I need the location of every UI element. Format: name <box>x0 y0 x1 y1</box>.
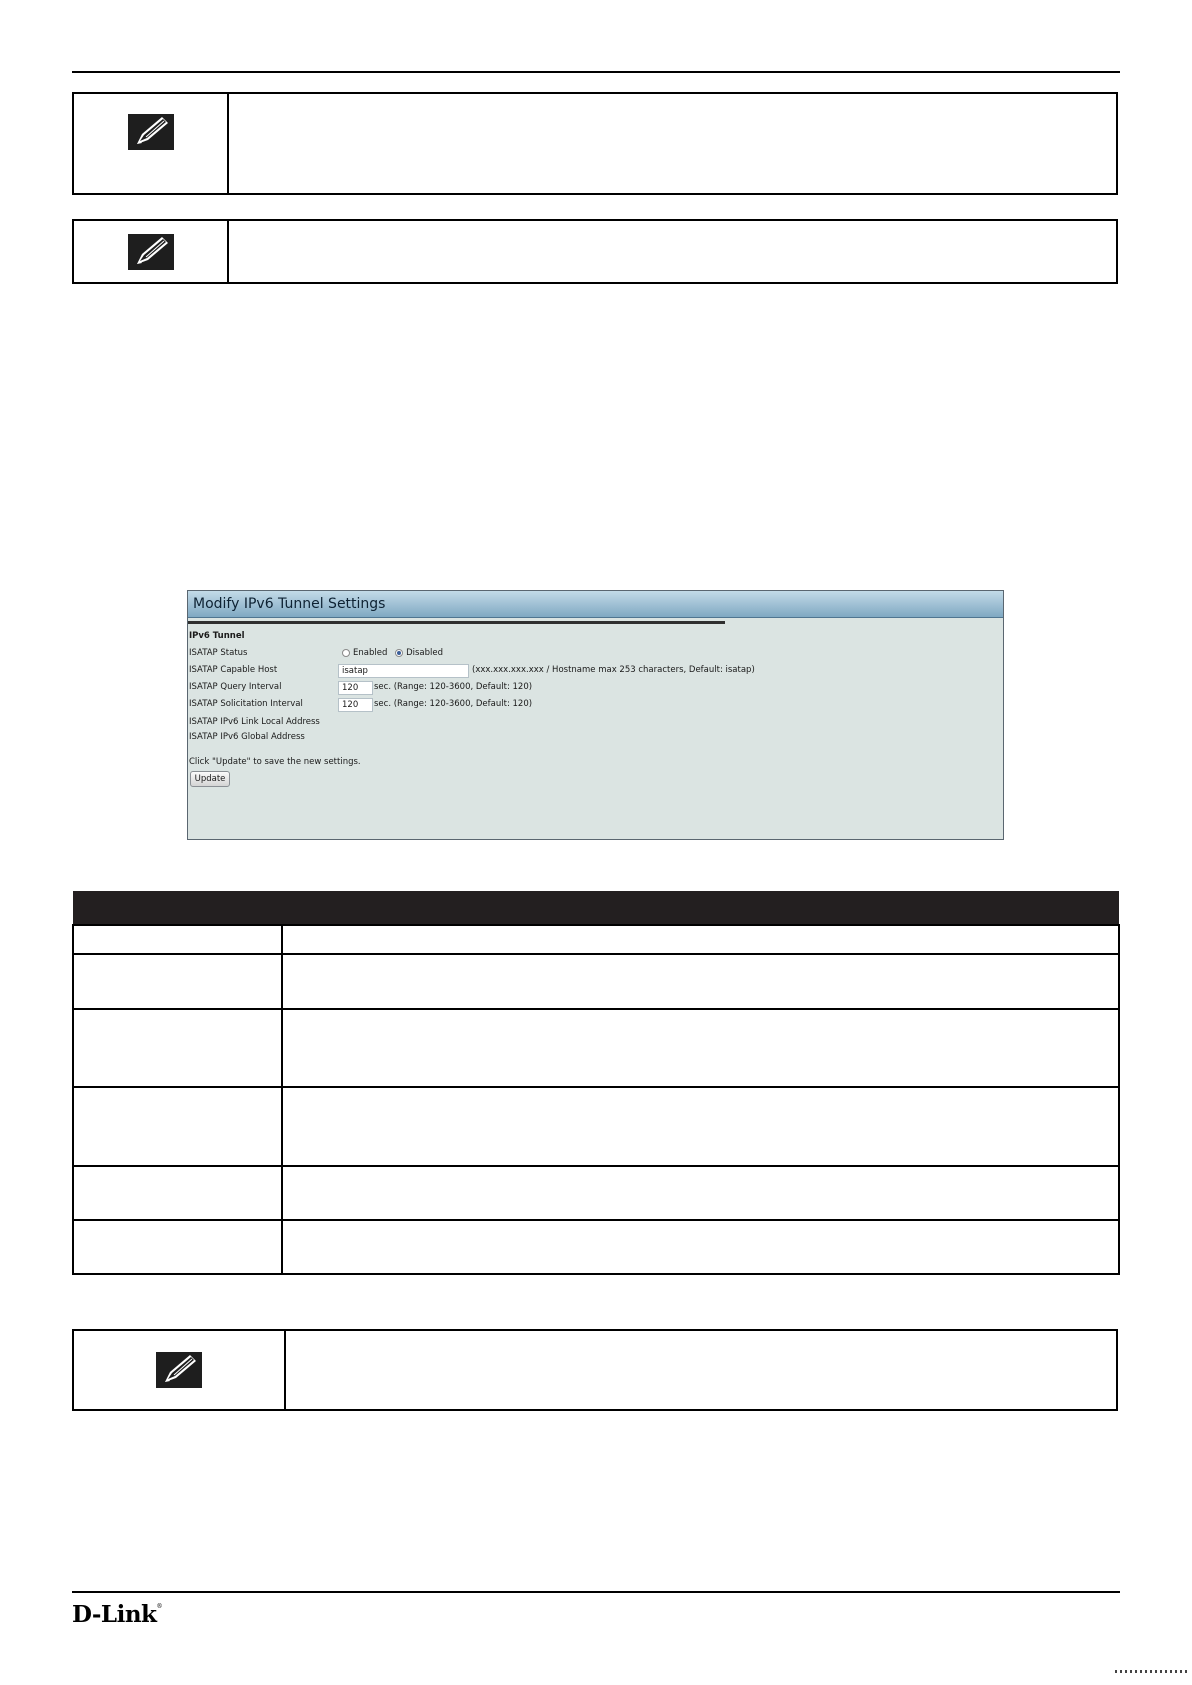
query-interval-input[interactable]: 120 <box>338 681 373 695</box>
logo-registered-mark: ® <box>156 1603 162 1610</box>
note-box-3 <box>72 1329 1118 1411</box>
isatap-status-label: ISATAP Status <box>189 648 248 658</box>
footer-page-marker <box>1115 1670 1187 1673</box>
update-button[interactable]: Update <box>190 771 230 787</box>
note-pencil-icon <box>156 1352 202 1388</box>
solicitation-interval-input[interactable]: 120 <box>338 698 373 712</box>
table-row <box>73 925 1119 954</box>
query-interval-hint: sec. (Range: 120-3600, Default: 120) <box>374 682 533 692</box>
capable-host-input[interactable]: isatap <box>338 664 469 678</box>
enabled-radio[interactable] <box>342 649 350 657</box>
note-pencil-icon <box>128 234 174 270</box>
link-local-address-label: ISATAP IPv6 Link Local Address <box>189 717 320 727</box>
dlink-logo <box>72 1601 162 1628</box>
header-rule <box>72 71 1120 73</box>
logo-text: D-Link <box>72 1601 157 1628</box>
note-box-2 <box>72 219 1118 284</box>
section-label: IPv6 Tunnel <box>189 631 245 641</box>
screenshot-title: Modify IPv6 Tunnel Settings <box>188 591 1003 618</box>
table-row <box>73 1087 1119 1166</box>
note-text-3 <box>286 1331 1116 1409</box>
capable-host-hint: (xxx.xxx.xxx.xxx / Hostname max 253 characters, Default: isatap) <box>472 665 755 675</box>
solicitation-interval-label: ISATAP Solicitation Interval <box>189 699 303 709</box>
note-box-1 <box>72 92 1118 195</box>
footer-rule <box>72 1591 1120 1593</box>
parameter-table <box>72 891 1120 1275</box>
table-row <box>73 1166 1119 1220</box>
note-pencil-icon <box>128 114 174 150</box>
capable-host-label: ISATAP Capable Host <box>189 665 278 675</box>
note-text-2 <box>229 221 1116 282</box>
solicitation-interval-hint: sec. (Range: 120-3600, Default: 120) <box>374 699 533 709</box>
table-row <box>73 1220 1119 1274</box>
table-header-row <box>73 891 1119 925</box>
ipv6-tunnel-settings-screenshot <box>187 590 1004 840</box>
section-divider <box>188 621 725 624</box>
table-row <box>73 1009 1119 1087</box>
query-interval-label: ISATAP Query Interval <box>189 682 282 692</box>
global-address-label: ISATAP IPv6 Global Address <box>189 732 305 742</box>
disabled-radio[interactable] <box>395 649 403 657</box>
note-text-1 <box>229 94 1116 193</box>
disabled-radio-label: Disabled <box>406 648 443 658</box>
table-row <box>73 954 1119 1009</box>
isatap-status-radios <box>342 648 443 658</box>
enabled-radio-label: Enabled <box>353 648 388 658</box>
update-instruction: Click "Update" to save the new settings. <box>189 757 361 767</box>
